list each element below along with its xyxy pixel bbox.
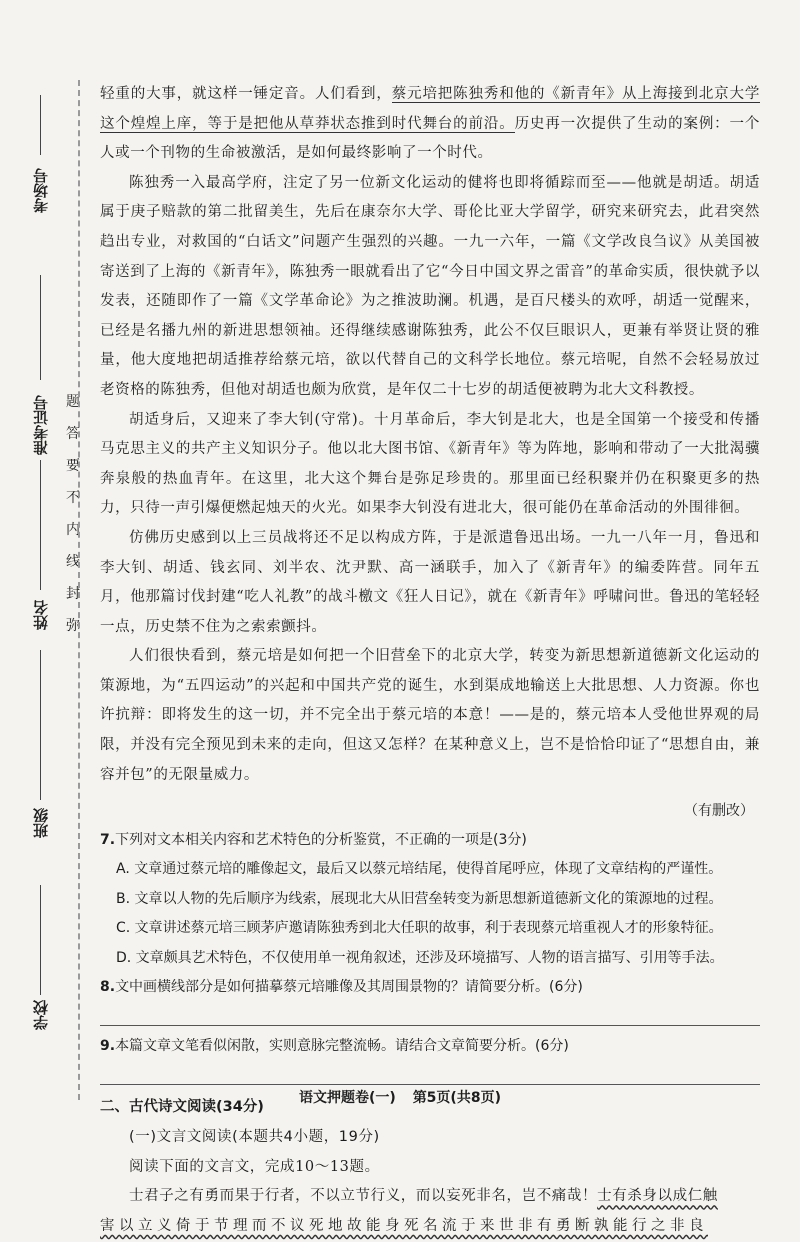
ticket-label: 准考证号 (32, 395, 50, 455)
q7-option-c: C. 文章讲述蔡元培三顾茅庐邀请陈独秀到北大任职的故事，利于表现蔡元培重视人才的形象特征。 (116, 920, 723, 937)
class-line (40, 650, 41, 800)
question-8 (100, 973, 760, 1002)
question-7 (100, 826, 760, 855)
footer-title: 语文押题卷(一) (299, 1090, 396, 1106)
seal-char: 线 (66, 554, 80, 570)
seal-char: 不 (66, 490, 80, 506)
article-paragraph-5: 人们很快看到，蔡元培是如何把一个旧营垒下的北京大学，转变为新思想新道德新文化运动的策源地，为“五四运动”的兴起和中国共产党的诞生，水到渠成地输送上大批思想、人力资源。你也许抗辩：即将发生的这一切，并不完全出于蔡元培的本意！——是的，蔡元培本人受他世界观的局限，并没有完全预见到未来的走向，但这又怎样？在某种意义上，岂不是恰恰印证了“思想自由，兼容并包”的无限量威力。 (100, 648, 760, 783)
footer-page: 第5页(共8页) (412, 1090, 501, 1106)
seal-char: 题 (66, 394, 80, 410)
q7-option-d: D. 文章颇具艺术特色，不仅使用单一视角叙述，还涉及环境描写、人物的语言描写、引用等手法。 (116, 949, 724, 966)
article-paragraph-3: 胡适身后，又迎来了李大钊(守常)。十月革命后，李大钊是北大，也是全国第一个接受和传播马克思主义的共产主义知识分子。他以北大图书馆、《新青年》等为阵地，影响和带动了一大批渴骥奔泉般的热血青年。在这里，北大这个舞台是弥足珍贵的。那里面已经积聚并仍在积聚更多的热力，只待一声引爆便燃起烛天的火光。如果李大钊没有进北大，很可能仍在革命活动的外围徘徊。 (100, 411, 760, 517)
source-note: （有删改） (684, 803, 754, 820)
seal-char: 答 (66, 426, 80, 442)
q9-answer-line[interactable] (100, 1061, 760, 1085)
question-7-text: 下列对文本相关内容和艺术特色的分析鉴赏，不正确的一项是(3分) (115, 832, 527, 849)
seal-char: 内 (66, 522, 80, 538)
article-paragraph-1 (100, 80, 760, 169)
reading-instruction: 阅读下面的文言文，完成10～13题。 (129, 1158, 380, 1175)
classical-text-2 (100, 1212, 760, 1242)
classical-wavy-2: 害以立义倚于节理而不议死地故能身死名流于来世非有勇断孰能行之非良 (100, 1218, 708, 1235)
q8-answer-line[interactable] (100, 1002, 760, 1026)
question-9 (100, 1032, 760, 1061)
classical-text (100, 1182, 760, 1212)
page-content (100, 80, 760, 1242)
question-9-text: 本篇文章文笔看似闲散，实则意脉完整流畅。请结合文章简要分析。(6分) (115, 1038, 569, 1055)
article-paragraph-4: 仿佛历史感到以上三员战将还不足以构成方阵，于是派遣鲁迅出场。一九一八年一月，鲁迅和李大钊、胡适、钱玄同、刘半农、沈尹默、高一涵联手，加入了《新青年》的编委阵营。同年五月，他那篇讨伐封建“吃人礼教”的战斗檄文《狂人日记》，就在《新青年》呼啸问世。鲁迅的笔轻轻一点，历史禁不住为之索索颤抖。 (100, 529, 760, 635)
classical-plain: 士君子之有勇而果于行者，不以立节行义，而以妄死非名，岂不痛哉！ (129, 1188, 598, 1205)
ticket-line (40, 275, 41, 380)
q7-option-a: A. 文章通过蔡元培的雕像起文，最后又以蔡元培结尾，使得首尾呼应，体现了文章结构的严谨性。 (116, 861, 723, 878)
exam-room-label: 考场号 (32, 168, 50, 213)
subsection-heading: (一)文言文阅读(本题共4小题，19分) (129, 1129, 380, 1146)
school-line (40, 885, 41, 995)
article-paragraph-2: 陈独秀一入最高学府，注定了另一位新文化运动的健将也即将循踪而至——他就是胡适。胡适属于庚子赔款的第二批留美生，先后在康奈尔大学、哥伦比亚大学留学，研究来研究去，此君突然趋出专业，对救国的“白话文”问题产生强烈的兴趣。一九一六年，一篇《文学改良刍议》从美国被寄送到了上海的《新青年》，陈独秀一眼就看出了它“今日中国文界之雷音”的革命实质，很快就予以发表，还随即作了一篇《文学革命论》为之推波助澜。机遇，是百尺楼头的欢呼，胡适一觉醒来，已经是名播九州的新进思想领袖。还得继续感谢陈独秀，此公不仅巨眼识人，更兼有举贤让贤的雅量，他大度地把胡适推荐给蔡元培，欲以代替自己的文科学长地位。蔡元培呢，自然不会轻易放过老资格的陈独秀，但他对胡适也颇为欣赏，是年仅二十七岁的胡适便被聘为北大文科教授。 (100, 174, 760, 398)
classical-wavy-1: 士有杀身以成仁触 (597, 1188, 718, 1205)
name-line (40, 460, 41, 590)
p1-text-a: 轻重的大事，就这样一锤定音。人们看到， (100, 86, 392, 102)
seal-char: 封 (66, 586, 80, 602)
school-label: 学校 (32, 1000, 50, 1030)
seal-char: 弥 (66, 618, 80, 634)
seal-char: 要 (66, 458, 80, 474)
section-heading: 二、古代诗文阅读(34分) (100, 1099, 264, 1116)
question-9-number: 9. (100, 1038, 116, 1055)
binding-margin (0, 0, 88, 1131)
question-7-number: 7. (100, 832, 116, 849)
p1-underlined-text: 蔡元培把陈独秀和他的《新青年》从上海接到北京大学这个煌煌上庠，等于是把他从草莽状态推到时代舞台的前沿。 (100, 86, 760, 132)
class-label: 班级 (32, 808, 50, 838)
fold-line (78, 80, 80, 1100)
name-label: 姓名 (32, 600, 50, 630)
p1-text-c: 历史再一次提供了生动的案例：一个人或一个刊物的生命被激活，是如何最终影响了一个时代。 (100, 115, 760, 162)
exam-room-line (40, 95, 41, 155)
page-footer (0, 1087, 800, 1107)
question-8-text: 文中画横线部分是如何描摹蔡元培雕像及其周围景物的？请简要分析。(6分) (115, 979, 583, 996)
q7-option-b: B. 文章以人物的先后顺序为线索，展现北大从旧营垒转变为新思想新道德新文化的策源地的过程。 (116, 890, 723, 907)
question-8-number: 8. (100, 979, 116, 996)
